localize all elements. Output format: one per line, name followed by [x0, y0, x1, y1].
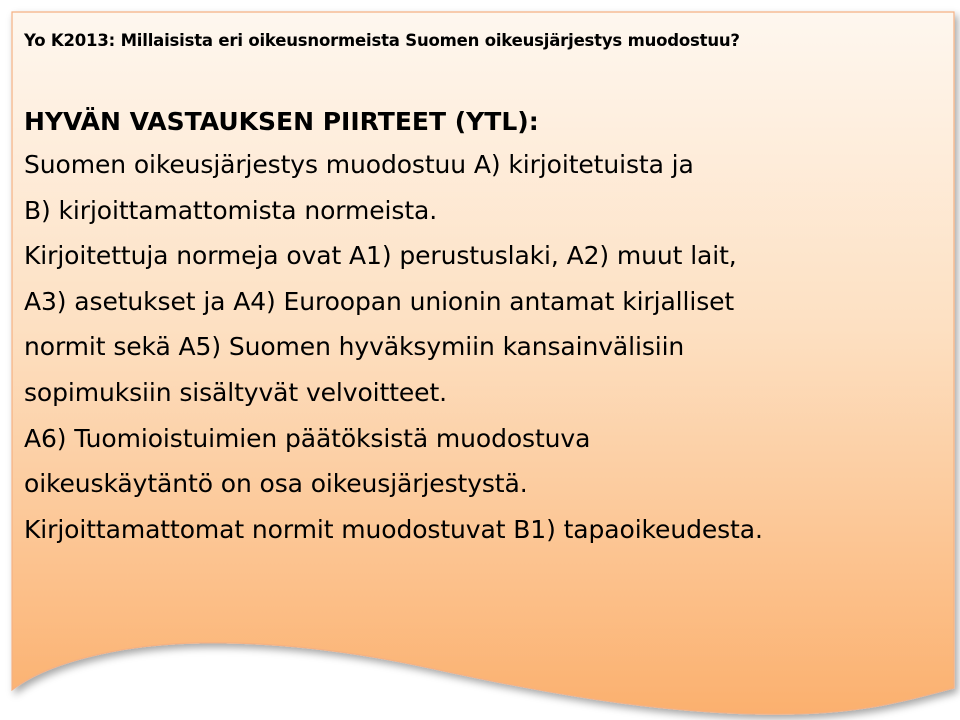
answer-line: Kirjoitettuja normeja ovat A1) perustuslaki, A2) muut lait,	[24, 241, 737, 271]
answer-line: A3) asetukset ja A4) Euroopan unionin antamat kirjalliset	[24, 286, 735, 316]
answer-line: A6) Tuomioistuimien päätöksistä muodostuva	[24, 423, 591, 453]
answer-line: normit sekä A5) Suomen hyväksymiin kansainvälisiin	[24, 332, 685, 362]
text-area	[24, 30, 944, 552]
question-title: Yo K2013: Millaisista eri oikeusnormeista Suomen oikeusjärjestys muodostuu?	[24, 31, 740, 50]
answer-line: oikeuskäytäntö on osa oikeusjärjestystä.	[24, 469, 528, 499]
answer-line: Suomen oikeusjärjestys muodostuu A) kirjoitetuista ja	[24, 150, 694, 179]
answer-line: B) kirjoittamattomista normeista.	[24, 195, 438, 225]
answer-line: sopimuksiin sisältyvät velvoitteet.	[24, 377, 448, 407]
answer-heading: HYVÄN VASTAUKSEN PIIRTEET (YTL):	[24, 107, 539, 136]
answer-line: Kirjoittamattomat normit muodostuvat B1) tapaoikeudesta.	[24, 514, 763, 544]
